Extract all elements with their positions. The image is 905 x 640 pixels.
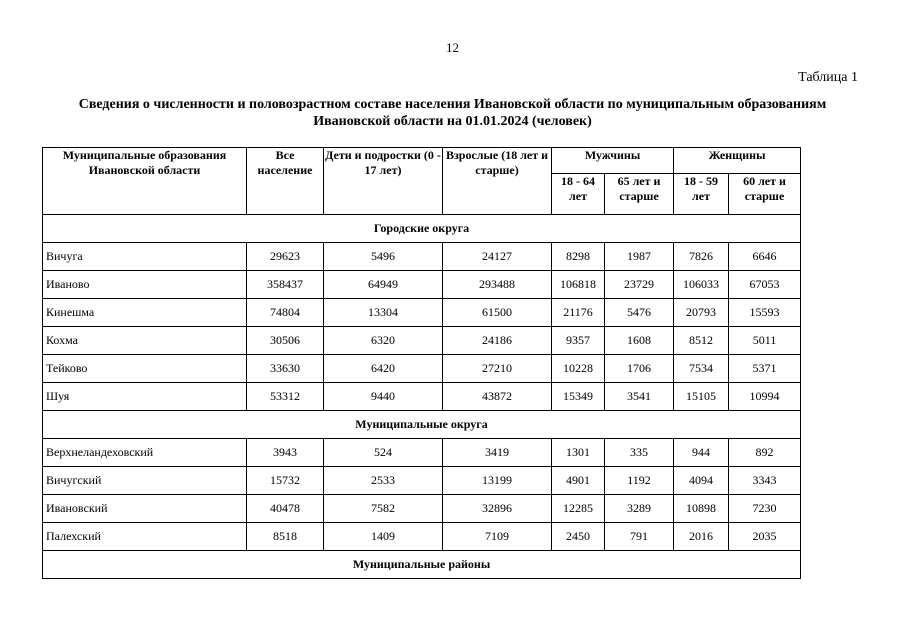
- value-cell: 3419: [443, 439, 552, 467]
- value-cell: 524: [324, 439, 443, 467]
- municipality-name-cell: Иваново: [43, 271, 247, 299]
- value-cell: 106818: [552, 271, 605, 299]
- value-cell: 7582: [324, 495, 443, 523]
- table-row: [43, 355, 801, 383]
- table-row: [43, 271, 801, 299]
- value-cell: 791: [605, 523, 674, 551]
- value-cell: 15593: [729, 299, 801, 327]
- section-title: Городские округа: [43, 215, 801, 243]
- value-cell: 30506: [247, 327, 324, 355]
- value-cell: 2016: [674, 523, 729, 551]
- header-men: Мужчины: [552, 148, 674, 174]
- value-cell: 1608: [605, 327, 674, 355]
- section-row: [43, 215, 801, 243]
- value-cell: 7109: [443, 523, 552, 551]
- value-cell: 15732: [247, 467, 324, 495]
- document-title: [40, 96, 865, 130]
- municipality-name-cell: Тейково: [43, 355, 247, 383]
- value-cell: 3289: [605, 495, 674, 523]
- value-cell: 7826: [674, 243, 729, 271]
- value-cell: 9440: [324, 383, 443, 411]
- value-cell: 892: [729, 439, 801, 467]
- value-cell: 1987: [605, 243, 674, 271]
- table-label: Таблица 1: [798, 70, 858, 85]
- value-cell: 5011: [729, 327, 801, 355]
- value-cell: 4094: [674, 467, 729, 495]
- section-title: Муниципальные округа: [43, 411, 801, 439]
- value-cell: 8512: [674, 327, 729, 355]
- value-cell: 6420: [324, 355, 443, 383]
- header-women-60-plus: 60 лет и старше: [729, 174, 801, 215]
- value-cell: 23729: [605, 271, 674, 299]
- header-women-18-59: 18 - 59 лет: [674, 174, 729, 215]
- value-cell: 74804: [247, 299, 324, 327]
- value-cell: 33630: [247, 355, 324, 383]
- municipality-name-cell: Палехский: [43, 523, 247, 551]
- value-cell: 293488: [443, 271, 552, 299]
- value-cell: 13304: [324, 299, 443, 327]
- value-cell: 9357: [552, 327, 605, 355]
- header-adults: Взрослые (18 лет и старше): [443, 148, 552, 215]
- value-cell: 32896: [443, 495, 552, 523]
- value-cell: 53312: [247, 383, 324, 411]
- header-total: Все население: [247, 148, 324, 215]
- header-municipality: Муниципальные образования Ивановской области: [43, 148, 247, 215]
- value-cell: 5476: [605, 299, 674, 327]
- value-cell: 64949: [324, 271, 443, 299]
- table-row: [43, 467, 801, 495]
- header-men-65-plus: 65 лет и старше: [605, 174, 674, 215]
- municipality-name-cell: Ивановский: [43, 495, 247, 523]
- municipality-name-cell: Вичуга: [43, 243, 247, 271]
- header-children: Дети и подростки (0 - 17 лет): [324, 148, 443, 215]
- page-number: 12: [446, 40, 459, 55]
- municipality-name-cell: Шуя: [43, 383, 247, 411]
- value-cell: 5371: [729, 355, 801, 383]
- value-cell: 7230: [729, 495, 801, 523]
- value-cell: 20793: [674, 299, 729, 327]
- municipality-name-cell: Кохма: [43, 327, 247, 355]
- value-cell: 1706: [605, 355, 674, 383]
- value-cell: 3343: [729, 467, 801, 495]
- value-cell: 2035: [729, 523, 801, 551]
- title-line-1: Сведения о численности и половозрастном составе населения Ивановской области по муниципальным образованиям: [78, 97, 827, 112]
- value-cell: 12285: [552, 495, 605, 523]
- municipality-name-cell: Вичугский: [43, 467, 247, 495]
- header-men-18-64: 18 - 64 лет: [552, 174, 605, 215]
- value-cell: 43872: [443, 383, 552, 411]
- value-cell: 2533: [324, 467, 443, 495]
- municipality-name-cell: Кинешма: [43, 299, 247, 327]
- value-cell: 40478: [247, 495, 324, 523]
- value-cell: 7534: [674, 355, 729, 383]
- section-row: [43, 551, 801, 579]
- value-cell: 1192: [605, 467, 674, 495]
- value-cell: 944: [674, 439, 729, 467]
- value-cell: 6320: [324, 327, 443, 355]
- value-cell: 15105: [674, 383, 729, 411]
- value-cell: 24186: [443, 327, 552, 355]
- value-cell: 10898: [674, 495, 729, 523]
- municipality-name-cell: Верхнеландеховский: [43, 439, 247, 467]
- value-cell: 10228: [552, 355, 605, 383]
- section-title: Муниципальные районы: [43, 551, 801, 579]
- table-row: [43, 523, 801, 551]
- value-cell: 5496: [324, 243, 443, 271]
- value-cell: 1409: [324, 523, 443, 551]
- value-cell: 67053: [729, 271, 801, 299]
- value-cell: 10994: [729, 383, 801, 411]
- table-row: [43, 299, 801, 327]
- value-cell: 8518: [247, 523, 324, 551]
- value-cell: 8298: [552, 243, 605, 271]
- value-cell: 6646: [729, 243, 801, 271]
- table-body: [43, 215, 801, 579]
- population-table: [42, 147, 801, 579]
- value-cell: 21176: [552, 299, 605, 327]
- title-line-2: Ивановской области на 01.01.2024 (человек): [313, 114, 592, 129]
- value-cell: 15349: [552, 383, 605, 411]
- table-row: [43, 439, 801, 467]
- value-cell: 1301: [552, 439, 605, 467]
- value-cell: 61500: [443, 299, 552, 327]
- value-cell: 29623: [247, 243, 324, 271]
- value-cell: 27210: [443, 355, 552, 383]
- header-women: Женщины: [674, 148, 801, 174]
- value-cell: 3943: [247, 439, 324, 467]
- value-cell: 106033: [674, 271, 729, 299]
- value-cell: 4901: [552, 467, 605, 495]
- value-cell: 2450: [552, 523, 605, 551]
- value-cell: 24127: [443, 243, 552, 271]
- section-row: [43, 411, 801, 439]
- value-cell: 3541: [605, 383, 674, 411]
- table-row: [43, 243, 801, 271]
- value-cell: 335: [605, 439, 674, 467]
- value-cell: 13199: [443, 467, 552, 495]
- table-row: [43, 327, 801, 355]
- value-cell: 358437: [247, 271, 324, 299]
- table-row: [43, 383, 801, 411]
- table-row: [43, 495, 801, 523]
